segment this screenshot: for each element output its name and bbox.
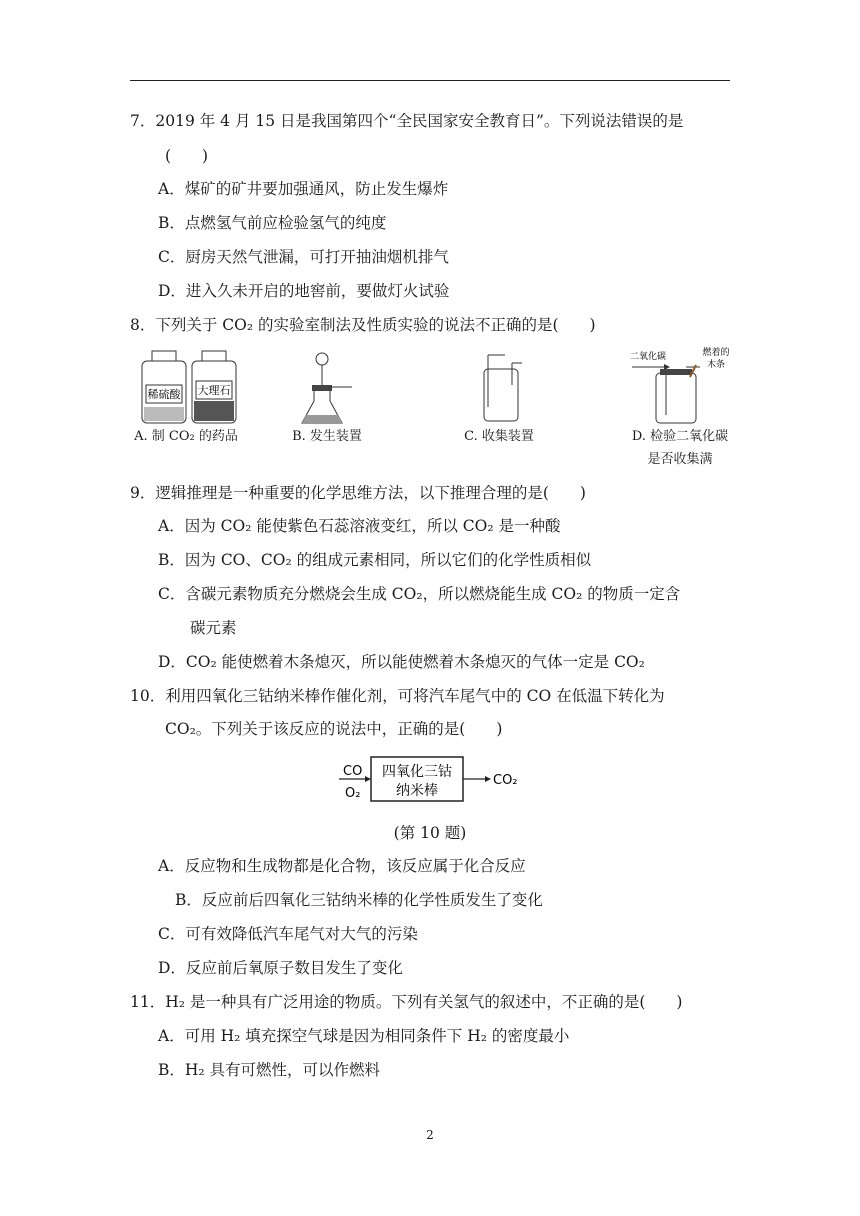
q10-reaction-diagram xyxy=(335,755,535,807)
collection-apparatus xyxy=(484,355,522,421)
co2-test-apparatus xyxy=(630,346,730,423)
product-co2: CO₂ xyxy=(493,773,518,788)
match-label-1: 燃着的 xyxy=(702,348,730,358)
q8-stem: 8．下列关于 CO₂ 的实验室制法及性质实验的说法不正确的是( ) xyxy=(130,316,596,334)
header-rule xyxy=(130,80,730,81)
q9-option-d: D．CO₂ 能使燃着木条熄灭，所以能使燃着木条熄灭的气体一定是 CO₂ xyxy=(158,653,645,671)
gas-label: 二氧化碳 xyxy=(630,352,667,362)
catalyst-line1: 四氧化三钴 xyxy=(382,764,452,780)
figure-caption-a: A. 制 CO₂ 的药品 xyxy=(134,429,238,444)
q7-stem: 7．2019 年 4 月 15 日是我国第四个“全民国家安全教育日”。下列说法错误的是 xyxy=(130,112,684,130)
q7-option-a: A．煤矿的矿井要加强通风，防止发生爆炸 xyxy=(158,180,449,198)
figure-caption-b: B. 发生装置 xyxy=(292,429,362,444)
reactant-o2: O₂ xyxy=(345,786,361,801)
match-label-2: 木条 xyxy=(706,360,726,370)
bottle-right-label: 大理石 xyxy=(197,384,231,397)
figure-caption-d-line2: 是否收集满 xyxy=(647,452,713,467)
q7-option-c: C．厨房天然气泄漏，可打开抽油烟机排气 xyxy=(158,248,449,266)
q9-option-a: A．因为 CO₂ 能使紫色石蕊溶液变红，所以 CO₂ 是一种酸 xyxy=(158,517,561,535)
q9-option-b: B．因为 CO、CO₂ 的组成元素相同，所以它们的化学性质相似 xyxy=(158,551,592,569)
q10-stem-line1: 10．利用四氧化三钴纳米棒作催化剂，可将汽车尾气中的 CO 在低温下转化为 xyxy=(130,687,665,705)
q11-stem: 11．H₂ 是一种具有广泛用途的物质。下列有关氢气的叙述中，不正确的是( ) xyxy=(130,993,683,1011)
reactant-co: CO xyxy=(343,764,363,779)
q9-option-c-line2: 碳元素 xyxy=(190,619,237,637)
q10-option-c: C．可有效降低汽车尾气对大气的污染 xyxy=(158,925,418,943)
bottle-left-label: 稀硫酸 xyxy=(147,388,181,401)
q10-option-b: B．反应前后四氧化三钴纳米棒的化学性质发生了变化 xyxy=(175,891,543,909)
generation-apparatus xyxy=(302,353,352,423)
q8-figure xyxy=(130,345,750,425)
q11-option-b: B．H₂ 具有可燃性，可以作燃料 xyxy=(158,1061,381,1079)
catalyst-line2: 纳米棒 xyxy=(396,783,438,799)
q7-answer-paren: ( ) xyxy=(165,147,209,165)
q10-option-d: D．反应前后氧原子数目发生了变化 xyxy=(158,959,403,977)
q9-stem: 9．逻辑推理是一种重要的化学思维方法，以下推理合理的是( ) xyxy=(130,484,586,502)
bottle-dilute-sulfuric-acid xyxy=(142,351,186,423)
q9-option-c-line1: C．含碳元素物质充分燃烧会生成 CO₂，所以燃烧能生成 CO₂ 的物质一定含 xyxy=(158,585,681,603)
q10-figure-caption: (第 10 题) xyxy=(393,824,467,842)
q10-option-a: A．反应物和生成物都是化合物，该反应属于化合反应 xyxy=(158,857,526,875)
figure-caption-c: C. 收集装置 xyxy=(464,429,534,444)
q11-option-a: A．可用 H₂ 填充探空气球是因为相同条件下 H₂ 的密度最小 xyxy=(158,1027,570,1045)
page-number: 2 xyxy=(426,1128,434,1142)
figure-caption-d-line1: D. 检验二氧化碳 xyxy=(631,429,729,444)
q10-stem-line2: CO₂。下列关于该反应的说法中，正确的是( ) xyxy=(165,720,503,738)
q7-option-d: D．进入久未开启的地窖前，要做灯火试验 xyxy=(158,282,450,300)
bottle-marble xyxy=(192,351,236,423)
q7-option-b: B．点燃氢气前应检验氢气的纯度 xyxy=(158,214,387,232)
